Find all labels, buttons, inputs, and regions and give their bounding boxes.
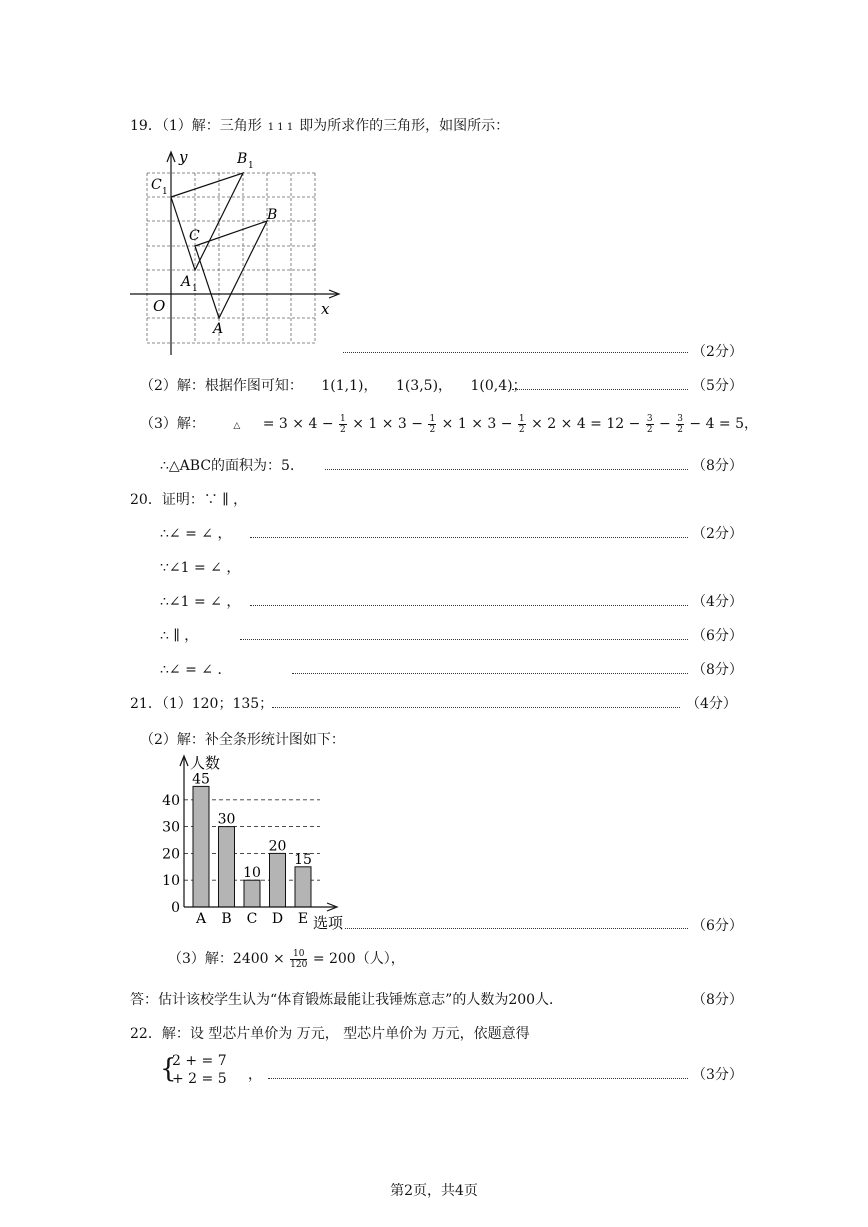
q20-line5: ∴ ∥ ， — [160, 628, 199, 644]
q20-line3: ∵∠1 = ∠ ， — [160, 560, 241, 576]
score-q19-3: （8分） — [692, 458, 743, 474]
q19-intro: 19．（1）解：三角形 1 1 1 即为所求作的三角形，如图所示： — [130, 118, 510, 134]
bar-value-label: 20 — [268, 838, 287, 855]
leader-dots — [250, 605, 688, 606]
q19-part2: （2）解：根据作图可知： 1(1,1)， 1(3,5)， 1(0,4)； — [140, 378, 527, 394]
bar-value-label: 45 — [192, 771, 210, 788]
x-tick-label: D — [271, 911, 284, 927]
x-axis-title: 选项 — [313, 914, 344, 932]
score-q21-2: （6分） — [692, 918, 743, 934]
score-q20-6: （6分） — [692, 628, 743, 644]
q21-answer: 答：估计该校学生认为“体育锻炼最能让我锤炼意志”的人数为200人． — [130, 992, 564, 1008]
y-tick-label: 40 — [162, 792, 180, 809]
x-tick-label: C — [246, 911, 258, 927]
label-b: B — [267, 207, 278, 223]
score-q20-8: （8分） — [692, 662, 743, 678]
leader-dots — [272, 707, 680, 708]
x-tick-label: A — [195, 911, 207, 927]
page-footer: 第2页，共4页 — [390, 1183, 478, 1199]
leader-dots — [268, 1078, 688, 1079]
leader-dots — [240, 639, 688, 640]
leader-dots — [512, 389, 688, 390]
q22-line1: 22．解：设 型芯片单价为 万元， 型芯片单价为 万元，依题意得 — [130, 1026, 530, 1042]
q21-line1: 21．（1）120；135； — [130, 696, 274, 712]
leader-dots — [345, 928, 688, 929]
q19-conclusion: ∴△ABC的面积为：5． — [160, 458, 304, 474]
q19-part3-formula: （3）解： △ = 3 × 4 − $\frac{1}{2}$ × 1 × 3 − $\frac{1}{2}$ × 1 × 3 − $\frac{1}{2}$ × 2 × 4 = 12 − $\frac{3}{2}$ − $\frac{3}{2}$ − 4 = 5， — [140, 413, 759, 435]
score-q20-2: （2分） — [692, 526, 743, 542]
y-axis-label: y — [179, 148, 188, 166]
x-tick-label: B — [221, 911, 232, 927]
q20-line2: ∴∠ = ∠ ， — [160, 526, 232, 542]
q21-line2: （2）解：补全条形统计图如下： — [140, 732, 345, 748]
q20-line1: 20．证明：∵ ∥ ， — [130, 492, 248, 508]
bar-value-label: 15 — [294, 851, 312, 868]
x-axis-label: x — [321, 300, 330, 318]
bar-E — [295, 867, 311, 907]
score-q19-2: （5分） — [692, 378, 743, 394]
score-q21-1: （4分） — [686, 696, 737, 712]
q20-line4: ∴∠1 = ∠ ， — [160, 594, 241, 610]
label-c1: C — [151, 177, 162, 193]
q20-line6: ∴∠ = ∠ ． — [160, 662, 232, 678]
label-b1: B — [237, 151, 248, 167]
score-q19-1: （2分） — [692, 344, 743, 360]
label-c1-sub: 1 — [162, 187, 168, 197]
q22-eq-comma: ， — [248, 1067, 262, 1083]
coordinate-figure — [125, 140, 355, 360]
x-tick-label: E — [297, 911, 309, 927]
label-a1-sub: 1 — [192, 284, 198, 294]
score-q20-4: （4分） — [692, 594, 743, 610]
bar-value-label: 30 — [217, 811, 236, 828]
leader-dots — [292, 673, 688, 674]
y-tick-label: 20 — [162, 846, 180, 863]
label-a: A — [213, 321, 224, 337]
bar-D — [270, 853, 286, 907]
y-tick-label: 10 — [162, 873, 180, 890]
y-axis-title: 人数 — [190, 754, 221, 772]
y-tick-label: 0 — [171, 900, 180, 916]
label-a1: A — [181, 274, 192, 290]
label-b1-sub: 1 — [248, 161, 254, 171]
origin-label: O — [153, 297, 166, 315]
q21-line3: （3）解：2400 × $\frac{10}{120}$ = 200（人）， — [168, 948, 405, 970]
leader-dots — [325, 469, 688, 470]
bar-A — [193, 786, 209, 907]
leader-dots — [343, 352, 688, 353]
score-q21-3: （8分） — [692, 992, 743, 1008]
bar-chart — [150, 750, 350, 935]
bar-C — [244, 880, 260, 907]
y-tick-label: 30 — [162, 819, 180, 836]
score-q22: （3分） — [692, 1067, 743, 1083]
q22-system: { 2 + = 7 + 2 = 5 — [160, 1053, 227, 1087]
leader-dots — [250, 537, 688, 538]
bar-B — [219, 827, 235, 907]
bar-value-label: 10 — [243, 865, 261, 882]
label-c: C — [189, 228, 200, 244]
